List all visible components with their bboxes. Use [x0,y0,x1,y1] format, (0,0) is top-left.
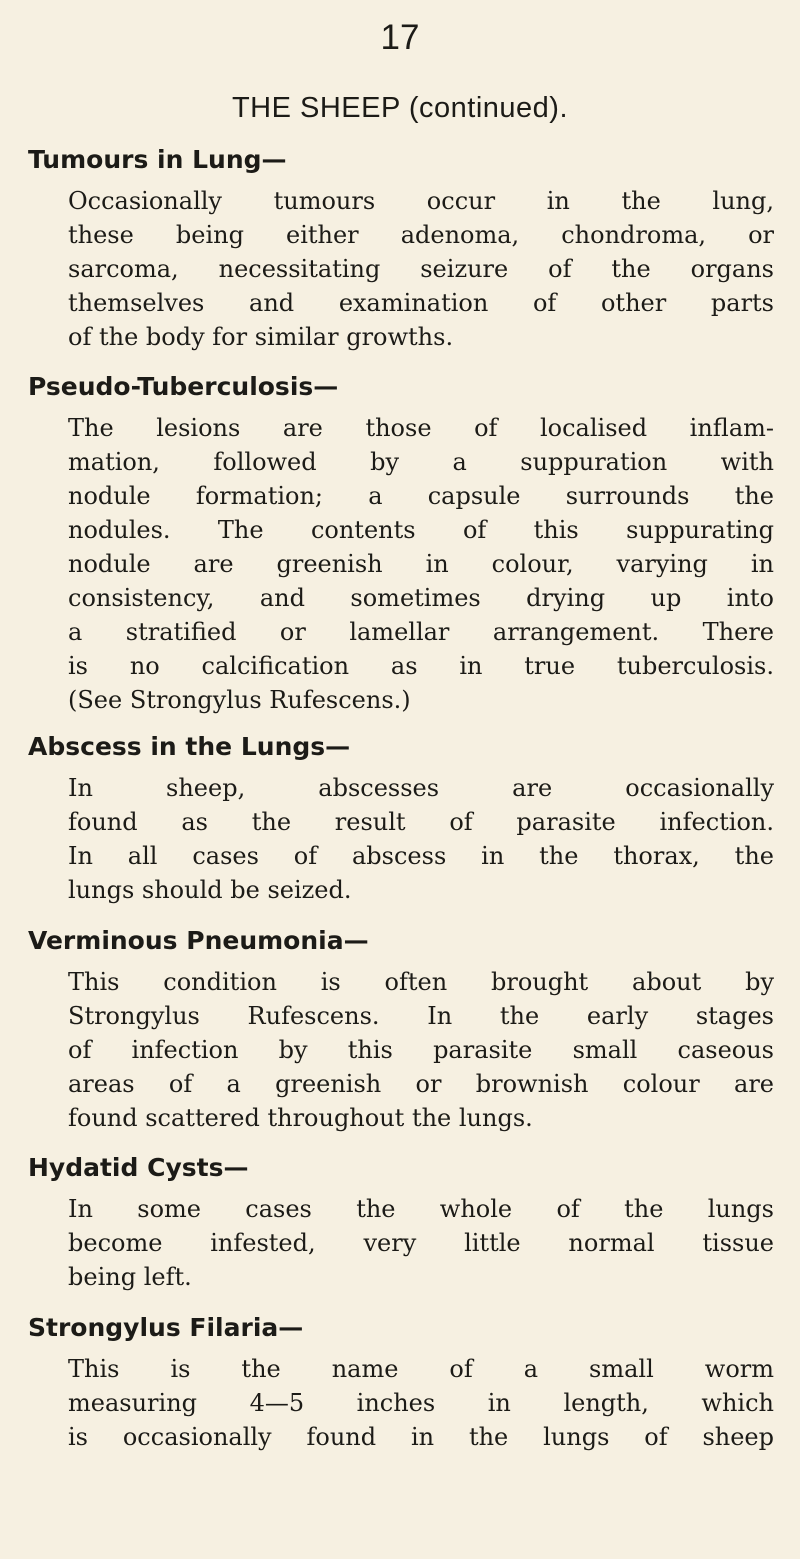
section-strongylus-filaria [0,1313,800,1454]
text-line: The lesions are those of localised inflam- [68,414,774,442]
text-line: sarcoma, necessitating seizure of the organs [68,255,774,283]
text-line: areas of a greenish or brownish colour are [68,1070,774,1098]
section-heading: Tumours in Lung— [28,145,287,174]
text-line: nodule are greenish in colour, varying in [68,550,774,578]
text-line: lungs should be seized. [68,876,352,904]
text-line: measuring 4—5 inches in length, which [68,1389,774,1417]
section-hydatid-cysts [0,1153,800,1294]
page-number: 17 [380,18,420,57]
text-line: a stratified or lamellar arrangement. There [68,618,774,646]
text-line: (See Strongylus Rufescens.) [68,686,411,714]
section-heading: Verminous Pneumonia— [28,926,369,955]
text-line: consistency, and sometimes drying up into [68,584,774,612]
text-line: nodules. The contents of this suppurating [68,516,774,544]
text-line: is occasionally found in the lungs of sheep [68,1423,774,1451]
section-body [0,184,774,354]
text-line: This condition is often brought about by [68,968,774,996]
text-line: is no calcification as in true tuberculosis. [68,652,774,680]
section-heading: Hydatid Cysts— [28,1153,249,1182]
text-line: of infection by this parasite small caseous [68,1036,774,1064]
text-line: themselves and examination of other parts [68,289,774,317]
running-head: THE SHEEP (continued). [231,92,569,124]
section-tumours-in-lung [0,145,800,354]
text-line: In some cases the whole of the lungs [68,1195,774,1223]
section-body [0,411,774,717]
text-line: found scattered throughout the lungs. [68,1104,533,1132]
text-line: In sheep, abscesses are occasionally [68,774,774,802]
section-verminous-pneumonia [0,926,800,1135]
text-line: In all cases of abscess in the thorax, the [68,842,774,870]
text-line: being left. [68,1263,192,1291]
text-line: This is the name of a small worm [68,1355,774,1383]
section-body [0,965,774,1135]
text-line: found as the result of parasite infection. [68,808,774,836]
text-line: mation, followed by a suppuration with [68,448,774,476]
section-heading: Abscess in the Lungs— [28,732,351,761]
section-pseudo-tuberculosis [0,372,800,717]
text-line: of the body for similar growths. [68,323,454,351]
section-heading: Pseudo-Tuberculosis— [28,372,339,401]
text-line: become infested, very little normal tissue [68,1229,774,1257]
section-body [0,1352,774,1454]
section-heading: Strongylus Filaria— [28,1313,304,1342]
section-body [0,1192,774,1294]
text-line: Strongylus Rufescens. In the early stages [68,1002,774,1030]
text-line: nodule formation; a capsule surrounds the [68,482,774,510]
text-line: these being either adenoma, chondroma, or [68,221,774,249]
text-line: Occasionally tumours occur in the lung, [68,187,774,215]
section-abscess-in-the-lungs [0,732,800,907]
section-body [0,771,774,907]
